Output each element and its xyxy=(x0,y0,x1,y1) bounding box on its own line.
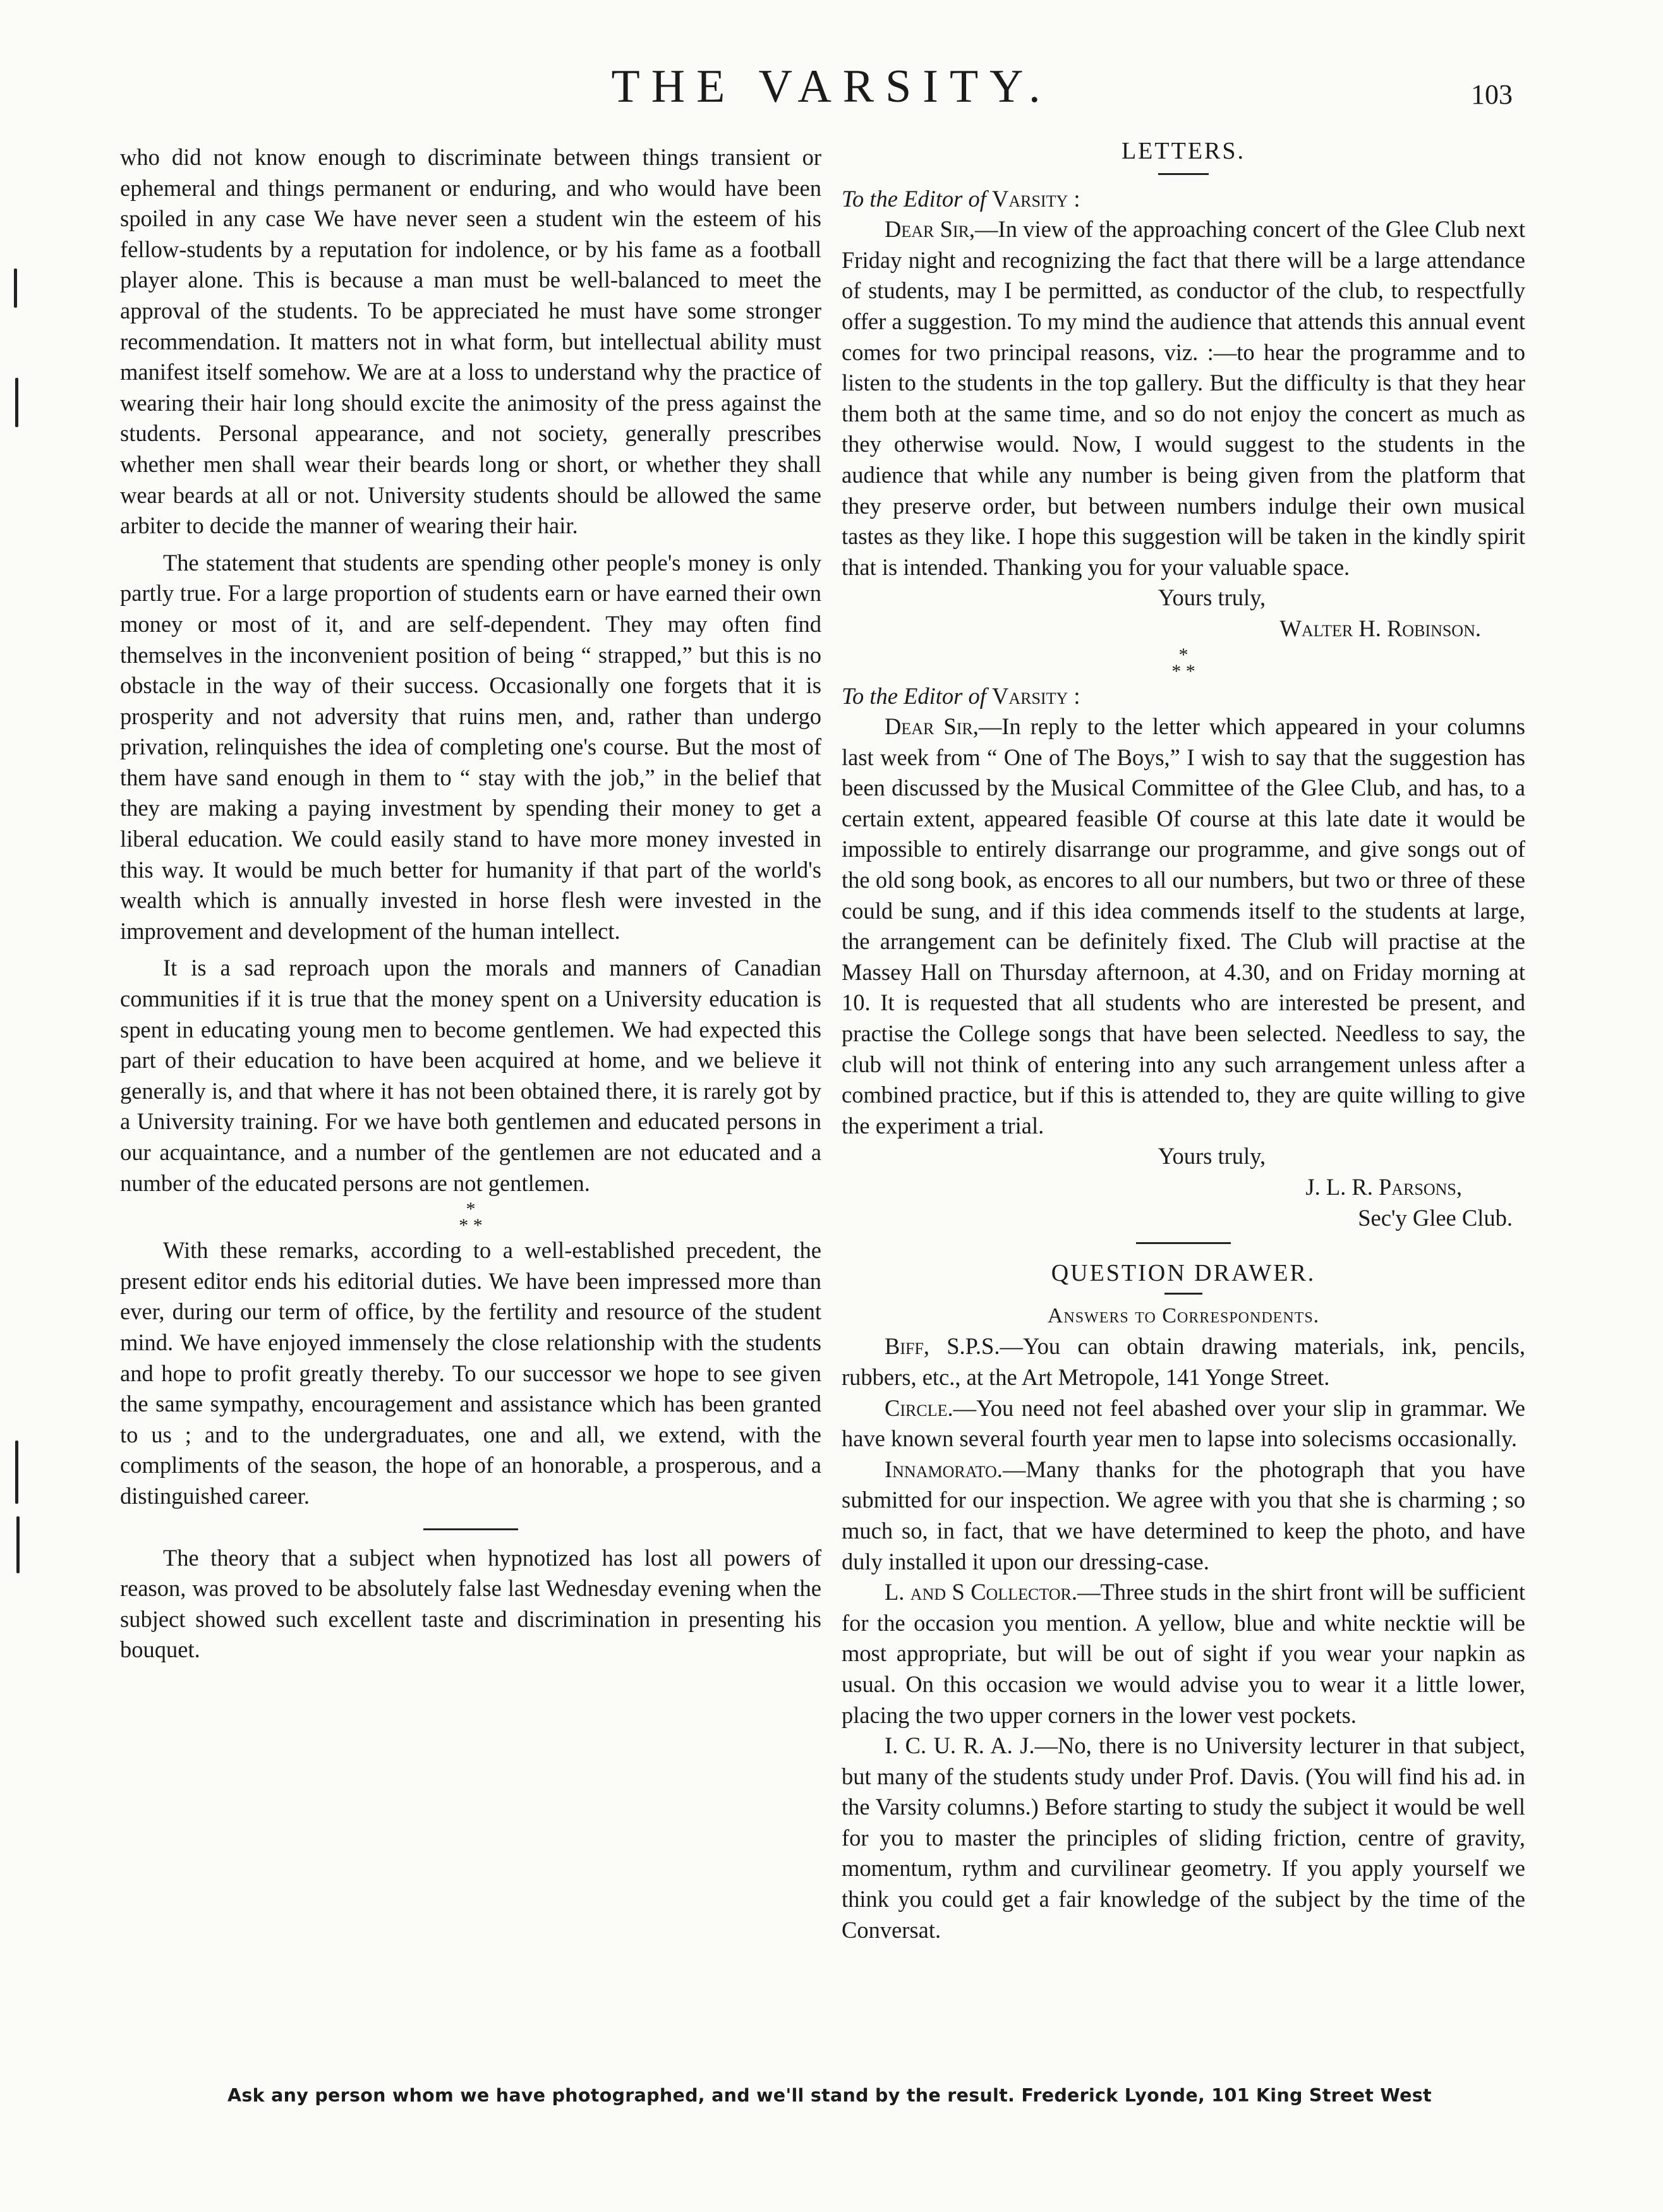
letter-opening: Dear Sir, xyxy=(885,216,976,243)
masthead: THE VARSITY. xyxy=(611,61,1052,112)
answer-text: —Many thanks for the photograph that you have submitted for our inspection. We agree with you that she is charming ; so much so, in fact, that we have determined to keep the photo, and have duly installed it upon our dressing-case. xyxy=(842,1456,1525,1574)
divider-rule xyxy=(1136,1242,1231,1244)
divider-rule xyxy=(1158,173,1209,175)
asterism: * * * xyxy=(459,1199,483,1236)
letter-body xyxy=(842,711,1525,1141)
addressee-text: Varsity : xyxy=(991,185,1080,212)
letter-body xyxy=(842,214,1525,583)
answer-text: —No, there is no University lecturer in that subject, but many of the students study under Prof. Davis. (You will find his ad. in the Varsity columns.) Before starting to study the subject it would be well for you to master the principles of sliding friction, centre of gravity, momentum, rythm and curvilinear geometry. If you apply yourself we think you could get a fair knowledge of the subject by the time of the Conversat. xyxy=(842,1732,1525,1943)
letter-opening: Dear Sir, xyxy=(885,713,979,740)
letter-closing: Yours truly, xyxy=(1158,584,1266,611)
answer-name: I. C. U. R. A. J. xyxy=(885,1732,1035,1759)
letters-heading: LETTERS. xyxy=(1121,138,1246,164)
editorial-paragraph: It is a sad reproach upon the morals and manners of Canadian communities if it is true that the money spent on a University education is spent in educating young men to become gentlemen. We had expected this part of their education to have been acquired at home, and we believe it generally is, and that where it has not been obtained there, it is rarely got by a University training. For we have both gentlemen and educated persons in our acquaintance, and a number of the gentlemen are not educated and a number of the educated persons are not gentlemen. xyxy=(120,955,821,1196)
question-drawer-subheading: Answers to Correspondents. xyxy=(1047,1303,1320,1327)
salutation-text: To the Editor of xyxy=(842,185,986,212)
margin-mark xyxy=(15,378,18,427)
answer-name: Circle. xyxy=(885,1394,953,1421)
asterism: * * * xyxy=(1171,644,1195,682)
answer-item xyxy=(842,1731,1525,1945)
letter-signature: J. L. R. Parsons, xyxy=(1305,1174,1462,1200)
margin-mark xyxy=(16,1516,20,1573)
letter-salutation xyxy=(842,184,1525,215)
letter-text: —In reply to the letter which appeared in your columns last week from “ One of The Boys,” I wish to say that the suggestion has been discussed by the Musical Committee of the Glee Club, and has, to a certain extent, appeared feasible Of course at this late date it would be impossible to entirely disarrange our programme, and give songs out of the old song book, as encores to all our numbers, but two or three of these could be sung, and if this idea commends itself to the students at large, the arrangement can be definitely fixed. The Club will practise at the Massey Hall on Thursday afternoon, at 4.30, and on Friday morning at 10. It is requested that all students who are interested be present, and practise the College songs that have been selected. Needless to say, the club will not think of entering into any such arrangement unless after a combined practice, but if this is attended to, they are quite willing to give the experiment a trial. xyxy=(842,713,1525,1139)
editorial-paragraph: The statement that students are spending other people's money is only partly true. For a large proportion of students earn or have earned their own money or most of it, and are self-dependent. They may often find themselves in the inconvenient position of being “ strapped,” but this is no obstacle in the way of their success. Occasionally one forgets that it is prosperity and not adversity that ruins men, and, rather than undergo privation, relinquishes the idea of completing one's course. But the most of them have sand enough in them to “ stay with the job,” in the belief that they are making a paying investment by spending their money to get a liberal education. We could easily stand to have more money invested in this way. It would be much better for humanity if that part of the world's wealth which is annually invested in horse flesh were invested in the improvement and development of the human intellect. xyxy=(120,549,821,944)
answer-item xyxy=(842,1454,1525,1577)
addressee-text: Varsity : xyxy=(991,682,1080,709)
divider-rule xyxy=(423,1528,518,1530)
letter-signature: Walter H. Robinson. xyxy=(1279,615,1481,641)
letter-text: —In view of the approaching concert of the Glee Club next Friday night and recognizing the fact that there will be a large attendance of students, may I be permitted, as conductor of the club, to respectfully offer a suggestion. To my mind the audience that attends this annual event comes for two principal reasons, viz. :—to hear the programme and to listen to the students in the top gallery. But the difficulty is that they hear them both at the same time, and so do not enjoy the concert as much as they otherwise would. Now, I would suggest to the students in the audience that while any number is being given from the platform that they preserve order, but between numbers indulge their own musical tastes as they like. I hope this suggestion will be taken in the kindly spirit that is intended. Thanking you for your valuable space. xyxy=(842,216,1525,580)
answer-item xyxy=(842,1577,1525,1731)
editorial-paragraph: With these remarks, according to a well-established precedent, the present editor ends his editorial duties. We have been impressed more than ever, during our term of office, by the fertility and resource of the student mind. We have enjoyed immensely the close relationship with the students and hope to profit greatly thereby. To our successor we hope to see given the same sympathy, encouragement and assistance which has been granted to us ; and to the undergraduates, one and all, we extend, with the compliments of the season, the hope of an honorable, a prosperous, and a distinguished career. xyxy=(120,1237,821,1509)
salutation-text: To the Editor of xyxy=(842,682,986,709)
answer-name: Biff, S.P.S. xyxy=(885,1333,1000,1360)
letter-salutation xyxy=(842,681,1525,712)
question-drawer-heading: QUESTION DRAWER. xyxy=(1051,1260,1316,1287)
footer-advertisement: Ask any person whom we have photographed, and we'll stand by the result. Frederick Lyonde, 101 King Street West xyxy=(227,2085,1432,2106)
page-number: 103 xyxy=(1471,79,1513,110)
answer-item xyxy=(842,1393,1525,1454)
answer-text: —Three studs in the shirt front will be sufficient for the occasion you mention. A yellow, blue and white necktie will be most appropriate, but will be out of sight if you wear your napkin as usual. On this occasion we would advise you to wear it a little lower, placing the two upper corners in the lower vest pockets. xyxy=(842,1579,1525,1728)
editorial-paragraph: who did not know enough to discriminate between things transient or ephemeral and things permanent or enduring, and who would have been spoiled in any case We have never seen a student win the esteem of his fellow-students by a reputation for indolence, or by his fame as a football player alone. This is because a man must be well-balanced to meet the approval of the students. To be appreciated he must have some stronger recommendation. It matters not in what form, but intellectual ability must manifest itself somehow. We are at a loss to understand why the practice of wearing their hair long should excite the animosity of the press against the students. Personal appearance, and not society, generally prescribes whether men shall wear their beards long or short, or whether they shall wear beards at all or not. University students should be allowed the same arbiter to decide the manner of wearing their hair. xyxy=(120,144,821,539)
answer-name: L. and S Collector. xyxy=(885,1579,1077,1605)
editorial-paragraph: The theory that a subject when hypnotized has lost all powers of reason, was proved to be absolutely false last Wednesday evening when the subject showed such excellent taste and discrimination in presenting his bouquet. xyxy=(120,1544,821,1663)
letter-signature-title: Sec'y Glee Club. xyxy=(1358,1204,1513,1231)
answer-name: Innamorato. xyxy=(885,1456,1003,1482)
margin-mark xyxy=(15,1441,18,1504)
margin-mark xyxy=(14,269,17,308)
answer-text: —You can obtain drawing materials, ink, pencils, rubbers, etc., at the Art Metropole, 141 Yonge Street. xyxy=(842,1333,1525,1390)
answer-text: —You need not feel abashed over your slip in grammar. We have known several fourth year men to lapse into solecisms occasionally. xyxy=(842,1394,1525,1452)
divider-rule xyxy=(1164,1293,1202,1295)
left-column xyxy=(120,142,821,1665)
right-column xyxy=(842,136,1525,1945)
answer-item xyxy=(842,1331,1525,1393)
letter-closing: Yours truly, xyxy=(1158,1143,1266,1169)
